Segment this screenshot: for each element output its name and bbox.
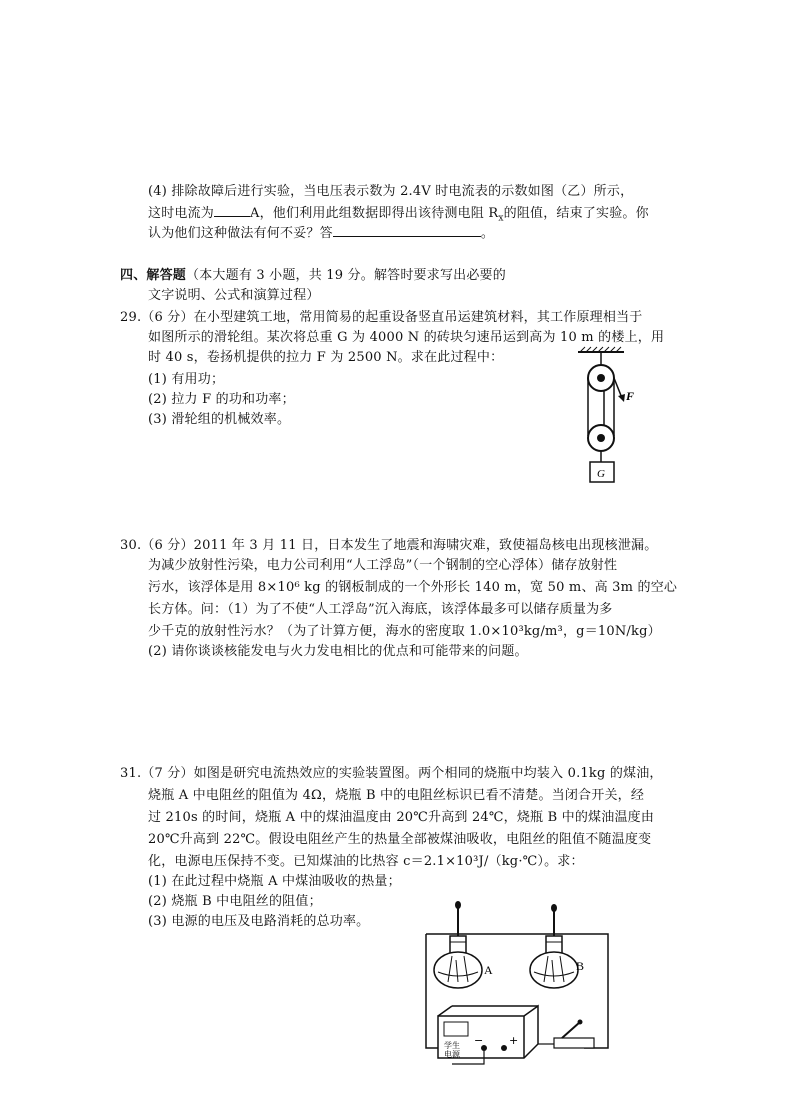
force-label: F bbox=[626, 389, 635, 403]
flask-a bbox=[434, 901, 493, 988]
power-supply bbox=[438, 1006, 538, 1064]
q29-line1: 29.（6 分）在小型建筑工地，常用简易的起重设备竖直吊运建筑材料，其工作原理相当于 bbox=[120, 310, 643, 325]
terminal-plus bbox=[501, 1045, 507, 1051]
power-label-1: 学生 bbox=[444, 1041, 460, 1050]
q28-current-label: 这时电流为 bbox=[148, 206, 215, 221]
section4-desc2: 文字说明、公式和演算过程） bbox=[148, 288, 320, 303]
section4-title: 四、解答题 bbox=[120, 268, 187, 283]
q31-sub3: (3) 电源的电压及电路消耗的总功率。 bbox=[148, 914, 370, 929]
knife-switch bbox=[538, 1020, 594, 1049]
thermometer-b-bulb bbox=[551, 904, 557, 912]
power-display bbox=[444, 1022, 468, 1036]
fixed-pulley-hub bbox=[597, 374, 605, 382]
q29-sub3: (3) 滑轮组的机械效率。 bbox=[148, 412, 291, 427]
q31-sub2: (2) 烧瓶 B 中电阻丝的阻值； bbox=[148, 894, 322, 909]
section4-desc1: （本大题有 3 小题，共 19 分。解答时要求写出必要的 bbox=[186, 268, 506, 283]
flask-a-label: A bbox=[484, 963, 493, 977]
q31-line3: 过 210s 的时间，烧瓶 A 中的煤油温度由 20℃升高到 24℃，烧瓶 B 中的煤油温度由 bbox=[148, 810, 655, 825]
load-label: G bbox=[597, 468, 605, 480]
q30-line3: 污水，该浮体是用 8×10⁶ kg 的钢板制成的一个外形长 140 m，宽 50 m、高 3m 的空心 bbox=[148, 580, 678, 595]
terminal-minus-label: − bbox=[474, 1034, 484, 1047]
q28-subscript: x bbox=[498, 213, 504, 224]
flask-b-label: B bbox=[576, 959, 585, 973]
q29-line2: 如图所示的滑轮组。某次将总重 G 为 4000 N 的砖块匀速吊运到高为 10 m 的楼上，用 bbox=[148, 330, 665, 345]
q28-answer-blank[interactable] bbox=[333, 222, 481, 237]
left-wire bbox=[426, 934, 438, 1048]
section4-header bbox=[120, 266, 506, 286]
pulley-figure bbox=[560, 346, 640, 486]
q31-line2: 烧瓶 A 中电阻丝的阻值为 4Ω，烧瓶 B 中的电阻丝标识已看不清楚。当闭合开关，经 bbox=[148, 788, 645, 803]
force-arrow-icon bbox=[618, 394, 625, 402]
q31-line4: 20℃升高到 22℃。假设电阻丝产生的热量全部被煤油吸收，电阻丝的阻值不随温度变 bbox=[148, 832, 652, 847]
movable-pulley-hub bbox=[597, 434, 605, 442]
q28-current-blank[interactable] bbox=[214, 202, 250, 217]
q28-answer-label: 认为他们这种做法有何不妥？答 bbox=[148, 226, 333, 241]
flask-b bbox=[530, 904, 584, 988]
q31-line5: 化，电源电压保持不变。已知煤油的比热容 c＝2.1×10³J/（kg·℃）。求： bbox=[148, 854, 584, 869]
q30-line6: (2) 请你谈谈核能发电与火力发电相比的优点和可能带来的问题。 bbox=[148, 644, 528, 659]
flask-b-body bbox=[530, 952, 578, 988]
q29-sub2: (2) 拉力 F 的功和功率； bbox=[148, 392, 295, 407]
q31-sub1: (1) 在此过程中烧瓶 A 中煤油吸收的热量； bbox=[148, 874, 401, 889]
terminal-plus-label: + bbox=[509, 1034, 519, 1047]
thermometer-a-bulb bbox=[455, 901, 461, 909]
force-rope bbox=[614, 378, 622, 398]
q30-line5: 少千克的放射性污水？（为了计算方便，海水的密度取 1.0×10³kg/m³，g＝10N/kg） bbox=[148, 624, 661, 639]
q28-text-mid: A，他们利用此组数据即得出该待测电阻 R bbox=[250, 206, 499, 221]
q28-period: 。 bbox=[480, 226, 495, 241]
q30-line2: 为减少放射性污染，电力公司利用“人工浮岛”（一个钢制的空心浮体）储存放射性 bbox=[148, 558, 618, 573]
q28-part4-line3 bbox=[148, 222, 494, 244]
q30-line1: 30.（6 分）2011 年 3 月 11 日，日本发生了地震和海啸灾难，致使福岛核电出现核泄漏。 bbox=[120, 538, 658, 553]
q29-line3: 时 40 s，卷扬机提供的拉力 F 为 2500 N。求在此过程中： bbox=[148, 350, 504, 365]
q28-part4-line1: (4) 排除故障后进行实验，当电压表示数为 2.4V 时电流表的示数如图（乙）所示， bbox=[148, 184, 634, 199]
q29-sub1: (1) 有用功； bbox=[148, 372, 225, 387]
q28-text-end: 的阻值，结束了实验。你 bbox=[503, 206, 649, 221]
q31-line1: 31.（7 分）如图是研究电流热效应的实验装置图。两个相同的烧瓶中均装入 0.1kg 的煤油， bbox=[120, 766, 663, 781]
q30-line4: 长方体。问：（1）为了不使“人工浮岛”沉入海底，该浮体最多可以储存质量为多 bbox=[148, 602, 613, 617]
flask-a-body bbox=[434, 952, 482, 988]
power-label-2: 电源 bbox=[444, 1050, 460, 1059]
circuit-figure bbox=[412, 898, 618, 1066]
